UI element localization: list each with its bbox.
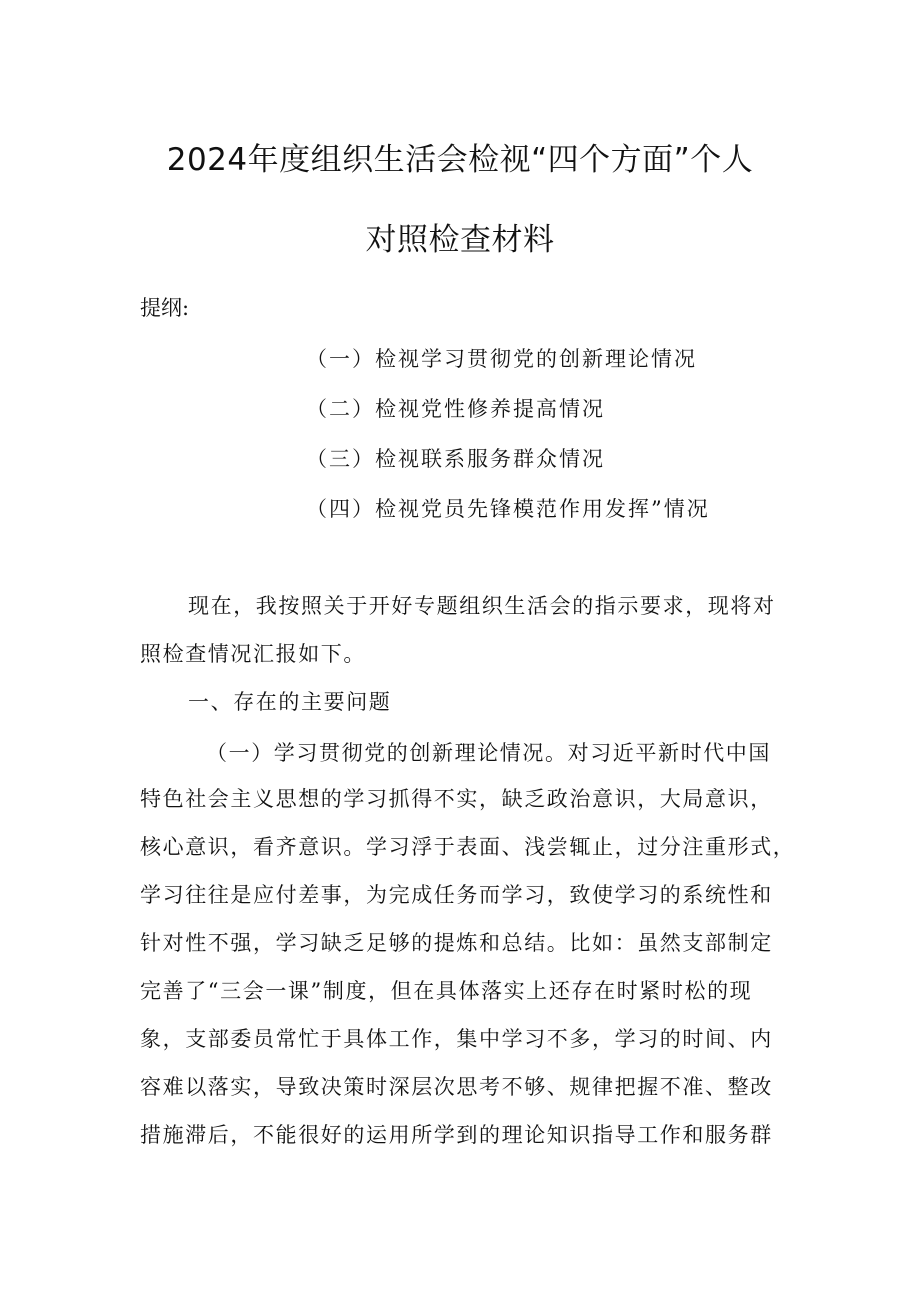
- outline-item: （三）检视联系服务群众情况: [306, 447, 605, 471]
- document-title-line-1: 2024年度组织生活会检视“四个方面”个人: [166, 142, 754, 178]
- outline-label: 提纲:: [140, 296, 190, 320]
- body-paragraph-line: （一）学习贯彻党的创新理论情况。对习近平新时代中国: [206, 741, 771, 765]
- outline-item: （二）检视党性修养提高情况: [306, 397, 605, 421]
- body-paragraph-line: 核心意识，看齐意识。学习浮于表面、浅尝辄止，过分注重形式，: [140, 835, 796, 859]
- section-heading: 一、存在的主要问题: [188, 690, 392, 714]
- body-paragraph-line: 措施滞后，不能很好的运用所学到的理论知识指导工作和服务群: [140, 1123, 773, 1147]
- body-paragraph-line: 针对性不强，学习缺乏足够的提炼和总结。比如：虽然支部制定: [140, 931, 773, 955]
- body-paragraph-line: 完善了“三会一课”制度，但在具体落实上还存在时紧时松的现: [140, 979, 753, 1003]
- body-paragraph-line: 容难以落实，导致决策时深层次思考不够、规律把握不准、整改: [140, 1075, 773, 1099]
- body-paragraph-line: 象，支部委员常忙于具体工作，集中学习不多，学习的时间、内: [140, 1027, 773, 1051]
- document-title-line-2: 对照检查材料: [365, 222, 555, 258]
- body-paragraph-line: 照检查情况汇报如下。: [140, 642, 366, 666]
- outline-item: （四）检视党员先锋模范作用发挥”情况: [306, 497, 710, 521]
- outline-item: （一）检视学习贯彻党的创新理论情况: [306, 347, 697, 371]
- body-paragraph-line: 特色社会主义思想的学习抓得不实，缺乏政治意识，大局意识，: [140, 787, 773, 811]
- body-paragraph-line: 现在，我按照关于开好专题组织生活会的指示要求，现将对: [188, 594, 776, 618]
- body-paragraph-line: 学习往往是应付差事，为完成任务而学习，致使学习的系统性和: [140, 883, 773, 907]
